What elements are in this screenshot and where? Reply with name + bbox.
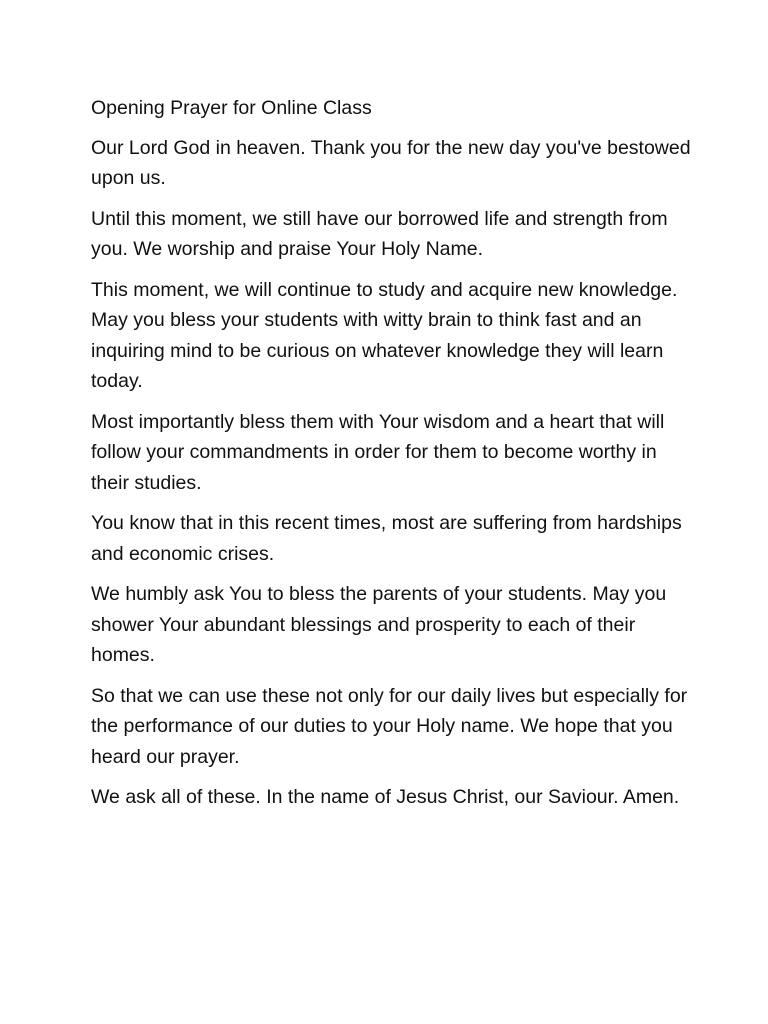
paragraph-1: Our Lord God in heaven. Thank you for the new day you've bestowed upon us. bbox=[91, 136, 691, 189]
paragraph-3: This moment, we will continue to study and acquire new knowledge. May you bless your students with witty brain to think fast and an inquiring mind to be curious on whatever knowledge they will learn today. bbox=[91, 278, 678, 392]
paragraph-5: You know that in this recent times, most are suffering from hardships and economic crises. bbox=[91, 512, 682, 565]
paragraph-4: Most importantly bless them with Your wisdom and a heart that will follow your commandments in order for them to become worthy in their studies. bbox=[91, 410, 665, 494]
paragraph-7: So that we can use these not only for our daily lives but especially for the performance of our duties to your Holy name. We hope that you heard our prayer. bbox=[91, 684, 688, 768]
paragraph-2: Until this moment, we still have our borrowed life and strength from you. We worship and praise Your Holy Name. bbox=[91, 207, 668, 260]
paragraph-8: We ask all of these. In the name of Jesus Christ, our Saviour. Amen. bbox=[91, 786, 680, 808]
document-title: Opening Prayer for Online Class bbox=[91, 97, 372, 119]
paragraph-6: We humbly ask You to bless the parents of your students. May you shower Your abundant blessings and prosperity to each of their homes. bbox=[91, 583, 667, 666]
document-body bbox=[91, 93, 691, 823]
